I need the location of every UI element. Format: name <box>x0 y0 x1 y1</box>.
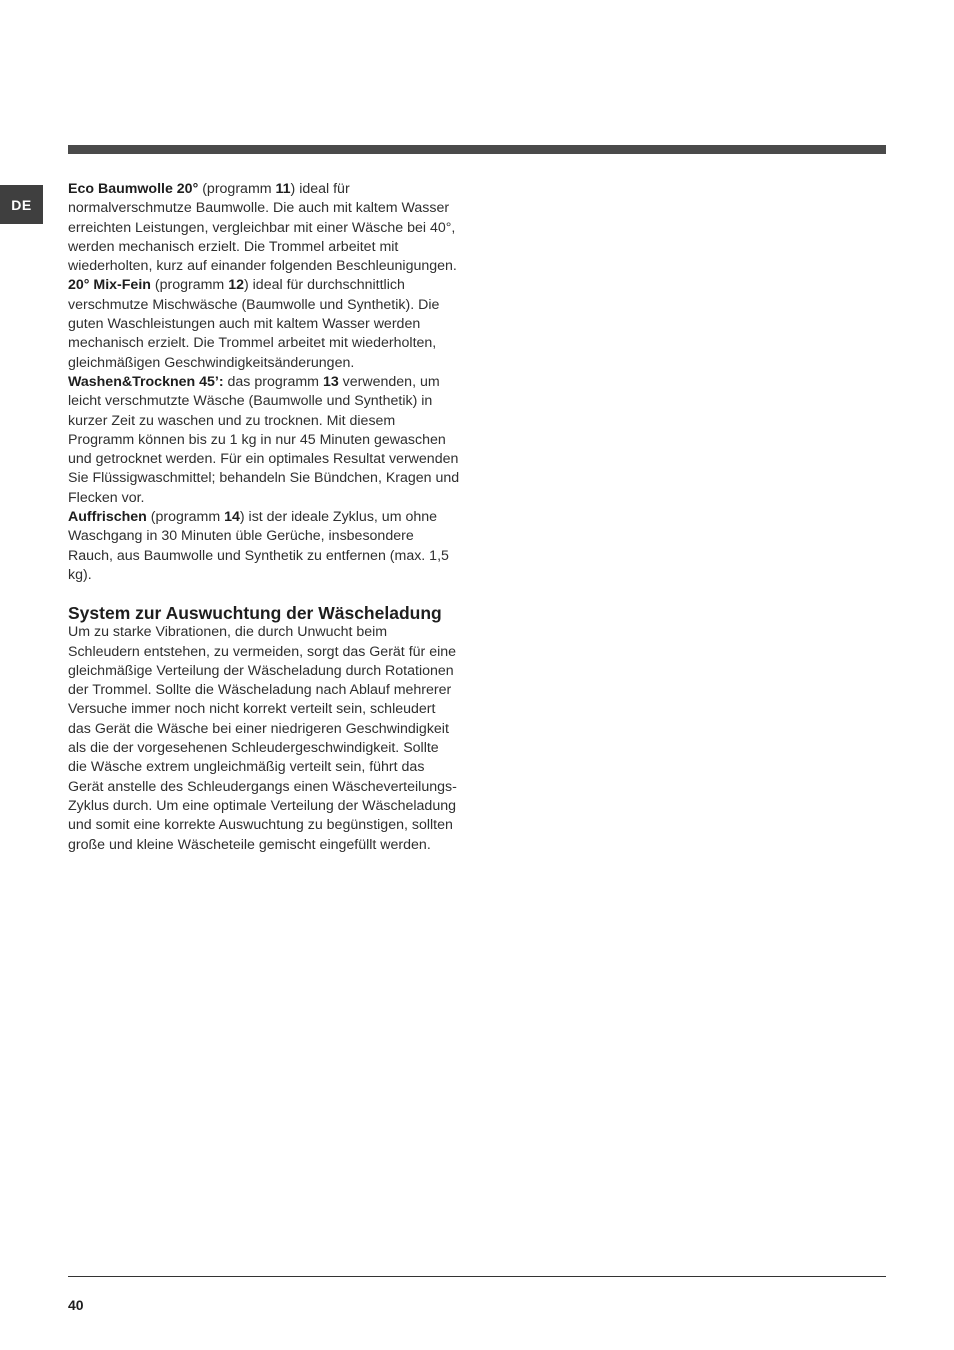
paragraph-washen-trocknen: Washen&Trocknen 45’: das programm 13 verwenden, um leicht verschmutzte Wäsche (Baumwolle und Synthetik) in kurzer Zeit zu waschen und zu trocknen. Mit diesem Programm können bis zu 1 kg in nur 45 Minuten gewaschen und getrocknet werden. Für ein optimales Resultat verwenden Sie Flüssigwaschmittel; behandeln Sie Bündchen, Kragen und Flecken vor. <box>68 373 460 506</box>
program-number: 13 <box>322 373 339 390</box>
page-number: 40 <box>68 1297 84 1313</box>
top-rule <box>68 145 886 154</box>
program-number: 12 <box>228 277 244 294</box>
content-column <box>68 180 460 855</box>
program-title: Eco Baumwolle 20° <box>68 181 199 197</box>
section-heading: System zur Auswuchtung der Wäscheladung <box>68 603 442 624</box>
program-title: Auffrischen <box>68 509 147 526</box>
program-number: 11 <box>275 181 291 197</box>
bottom-rule <box>68 1276 886 1277</box>
section-body: Um zu starke Vibrationen, die durch Unwucht beim Schleudern entstehen, zu vermeiden, sorgt das Gerät für eine gleichmäßige Verteilung der Wäscheladung durch Rotationen der Trommel. Sollte die Wäscheladung nach Ablauf mehrerer Versuche immer noch nicht korrekt verteilt sein, schleudert das Gerät die Wäsche bei einer niedrigeren Geschwindigkeit als die der vorgesehenen Schleudergeschwindigkeit. Sollte die Wäsche extrem ungleichmäßig verteilt sein, führt das Gerät anstelle des Schleudergangs einen Wäscheverteilungs-Zyklus durch. Um eine optimale Verteilung der Wäscheladung und somit eine korrekte Auswuchtung zu begünstigen, sollten große und kleine Wäscheteile gemischt eingefüllt werden. <box>68 624 457 853</box>
program-number: 14 <box>224 509 240 526</box>
program-title: Washen&Trocknen 45’: <box>68 373 224 390</box>
paragraph-auffrischen: Auffrischen (programm 14) ist der ideale Zyklus, um ohne Waschgang in 30 Minuten üble Gerüche, insbesondere Rauch, aus Baumwolle und Synthetik zu entfernen (max. 1,5 kg). <box>68 509 449 583</box>
language-tab: DE <box>0 185 43 224</box>
program-title: 20° Mix-Fein <box>68 277 151 294</box>
paragraph-eco-baumwolle: Eco Baumwolle 20° (programm 11) ideal für normalverschmutze Baumwolle. Die auch mit kaltem Wasser erreichten Leistungen, vergleichbar mit einer Wäsche bei 40°, werden mechanisch erzielt. Die Trommel arbeitet mit wiederholten, kurz auf einander folgenden Beschleunigungen. <box>68 181 457 275</box>
paragraph-mix-fein: 20° Mix-Fein (programm 12) ideal für durchschnittlich verschmutze Mischwäsche (Baumwolle und Synthetik). Die guten Waschleistungen auch mit kaltem Wasser werden mechanisch erzielt. Die Trommel arbeitet mit wiederholten, gleichmäßigen Geschwindigkeitsänderungen. <box>68 277 440 371</box>
